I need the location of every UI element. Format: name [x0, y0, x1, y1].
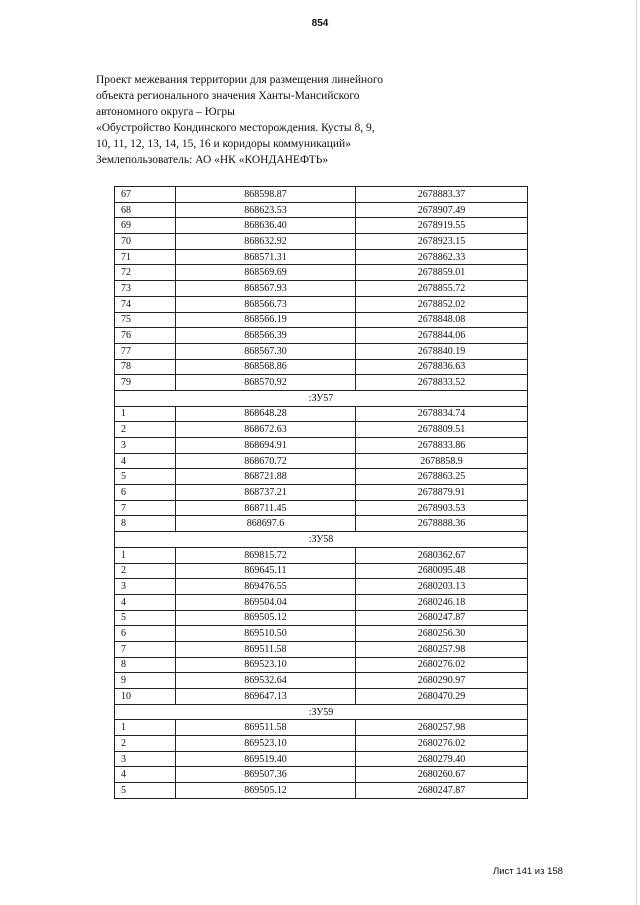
x-coordinate-cell: 869511.58: [176, 720, 356, 736]
y-coordinate-cell: 2680095.48: [356, 563, 528, 579]
table-row: [115, 187, 528, 203]
x-coordinate-cell: 868566.19: [176, 312, 356, 328]
point-number-cell: 7: [115, 641, 176, 657]
x-coordinate-cell: 869647.13: [176, 689, 356, 705]
y-coordinate-cell: 2678855.72: [356, 281, 528, 297]
y-coordinate-cell: 2680279.40: [356, 751, 528, 767]
x-coordinate-cell: 868566.39: [176, 328, 356, 344]
point-number-cell: 67: [115, 187, 176, 203]
y-coordinate-cell: 2678879.91: [356, 485, 528, 501]
coordinates-table-body: [115, 187, 528, 799]
y-coordinate-cell: 2678903.53: [356, 500, 528, 516]
y-coordinate-cell: 2678809.51: [356, 422, 528, 438]
x-coordinate-cell: 869645.11: [176, 563, 356, 579]
x-coordinate-cell: 869511.58: [176, 641, 356, 657]
x-coordinate-cell: 869510.50: [176, 626, 356, 642]
section-label: :ЗУ58: [115, 532, 528, 548]
point-number-cell: 8: [115, 516, 176, 532]
x-coordinate-cell: 868566.73: [176, 296, 356, 312]
point-number-cell: 78: [115, 359, 176, 375]
table-row: [115, 783, 528, 799]
y-coordinate-cell: 2680246.18: [356, 594, 528, 610]
x-coordinate-cell: 868737.21: [176, 485, 356, 501]
x-coordinate-cell: 868697.6: [176, 516, 356, 532]
table-row: [115, 328, 528, 344]
section-header-row: [115, 390, 528, 406]
point-number-cell: 3: [115, 751, 176, 767]
table-row: [115, 265, 528, 281]
point-number-cell: 2: [115, 422, 176, 438]
table-row: [115, 751, 528, 767]
point-number-cell: 77: [115, 343, 176, 359]
sheet-number: Лист 141 из 158: [493, 866, 563, 877]
table-row: [115, 547, 528, 563]
x-coordinate-cell: 869519.40: [176, 751, 356, 767]
y-coordinate-cell: 2680276.02: [356, 736, 528, 752]
y-coordinate-cell: 2678862.33: [356, 249, 528, 265]
table-row: [115, 579, 528, 595]
point-number-cell: 5: [115, 610, 176, 626]
y-coordinate-cell: 2678836.63: [356, 359, 528, 375]
point-number-cell: 7: [115, 500, 176, 516]
point-number-cell: 75: [115, 312, 176, 328]
y-coordinate-cell: 2678840.19: [356, 343, 528, 359]
x-coordinate-cell: 869815.72: [176, 547, 356, 563]
x-coordinate-cell: 868571.31: [176, 249, 356, 265]
x-coordinate-cell: 868598.87: [176, 187, 356, 203]
point-number-cell: 1: [115, 720, 176, 736]
point-number-cell: 2: [115, 563, 176, 579]
header-line: 10, 11, 12, 13, 14, 15, 16 и коридоры коммуникаций»: [96, 138, 351, 150]
x-coordinate-cell: 868711.45: [176, 500, 356, 516]
point-number-cell: 70: [115, 234, 176, 250]
table-row: [115, 594, 528, 610]
y-coordinate-cell: 2680257.98: [356, 720, 528, 736]
point-number-cell: 9: [115, 673, 176, 689]
y-coordinate-cell: 2680290.97: [356, 673, 528, 689]
point-number-cell: 5: [115, 469, 176, 485]
point-number-cell: 8: [115, 657, 176, 673]
y-coordinate-cell: 2680247.87: [356, 783, 528, 799]
table-row: [115, 249, 528, 265]
point-number-cell: 4: [115, 594, 176, 610]
table-row: [115, 438, 528, 454]
point-number-cell: 68: [115, 202, 176, 218]
x-coordinate-cell: 869507.36: [176, 767, 356, 783]
y-coordinate-cell: 2680257.98: [356, 641, 528, 657]
x-coordinate-cell: 869504.04: [176, 594, 356, 610]
x-coordinate-cell: 868636.40: [176, 218, 356, 234]
table-row: [115, 406, 528, 422]
table-row: [115, 281, 528, 297]
y-coordinate-cell: 2678888.36: [356, 516, 528, 532]
y-coordinate-cell: 2680276.02: [356, 657, 528, 673]
y-coordinate-cell: 2680203.13: [356, 579, 528, 595]
y-coordinate-cell: 2678907.49: [356, 202, 528, 218]
header-line: автономного округа – Югры: [96, 106, 235, 118]
x-coordinate-cell: 869505.12: [176, 783, 356, 799]
x-coordinate-cell: 868721.88: [176, 469, 356, 485]
y-coordinate-cell: 2678844.06: [356, 328, 528, 344]
x-coordinate-cell: 868569.69: [176, 265, 356, 281]
y-coordinate-cell: 2678833.52: [356, 375, 528, 391]
table-row: [115, 469, 528, 485]
point-number-cell: 69: [115, 218, 176, 234]
table-row: [115, 202, 528, 218]
point-number-cell: 4: [115, 453, 176, 469]
table-row: [115, 218, 528, 234]
y-coordinate-cell: 2678833.86: [356, 438, 528, 454]
section-header-row: [115, 704, 528, 720]
x-coordinate-cell: 868648.28: [176, 406, 356, 422]
header-line: объекта регионального значения Ханты-Мансийского: [96, 90, 360, 102]
y-coordinate-cell: 2678852.02: [356, 296, 528, 312]
point-number-cell: 79: [115, 375, 176, 391]
x-coordinate-cell: 868567.30: [176, 343, 356, 359]
section-label: :ЗУ57: [115, 390, 528, 406]
table-row: [115, 767, 528, 783]
coordinates-table: [114, 186, 528, 799]
y-coordinate-cell: 2678858.9: [356, 453, 528, 469]
table-row: [115, 312, 528, 328]
x-coordinate-cell: 868568.86: [176, 359, 356, 375]
header-line: Проект межевания территории для размещения линейного: [96, 74, 384, 86]
table-row: [115, 736, 528, 752]
y-coordinate-cell: 2680260.67: [356, 767, 528, 783]
table-row: [115, 234, 528, 250]
point-number-cell: 5: [115, 783, 176, 799]
table-row: [115, 673, 528, 689]
document-header: [96, 72, 476, 168]
x-coordinate-cell: 868632.92: [176, 234, 356, 250]
point-number-cell: 71: [115, 249, 176, 265]
header-line: «Обустройство Кондинского месторождения. Кусты 8, 9,: [96, 122, 375, 134]
x-coordinate-cell: 869505.12: [176, 610, 356, 626]
y-coordinate-cell: 2678863.25: [356, 469, 528, 485]
table-row: [115, 422, 528, 438]
point-number-cell: 3: [115, 438, 176, 454]
table-row: [115, 657, 528, 673]
table-row: [115, 689, 528, 705]
y-coordinate-cell: 2680362.67: [356, 547, 528, 563]
point-number-cell: 76: [115, 328, 176, 344]
y-coordinate-cell: 2678923.15: [356, 234, 528, 250]
section-label: :ЗУ59: [115, 704, 528, 720]
table-row: [115, 296, 528, 312]
point-number-cell: 1: [115, 547, 176, 563]
section-header-row: [115, 532, 528, 548]
x-coordinate-cell: 869523.10: [176, 736, 356, 752]
table-row: [115, 516, 528, 532]
x-coordinate-cell: 868570.92: [176, 375, 356, 391]
y-coordinate-cell: 2680256.30: [356, 626, 528, 642]
x-coordinate-cell: 868623.53: [176, 202, 356, 218]
table-row: [115, 641, 528, 657]
x-coordinate-cell: 868672.63: [176, 422, 356, 438]
point-number-cell: 10: [115, 689, 176, 705]
point-number-cell: 1: [115, 406, 176, 422]
y-coordinate-cell: 2680470.29: [356, 689, 528, 705]
point-number-cell: 74: [115, 296, 176, 312]
y-coordinate-cell: 2678919.55: [356, 218, 528, 234]
point-number-cell: 72: [115, 265, 176, 281]
x-coordinate-cell: 869532.64: [176, 673, 356, 689]
point-number-cell: 2: [115, 736, 176, 752]
table-row: [115, 563, 528, 579]
scan-edge-line: [636, 0, 637, 905]
point-number-cell: 3: [115, 579, 176, 595]
page-number: 854: [311, 18, 329, 29]
point-number-cell: 6: [115, 485, 176, 501]
table-row: [115, 359, 528, 375]
table-row: [115, 720, 528, 736]
header-line: Землепользователь: АО «НК «КОНДАНЕФТЬ»: [96, 154, 329, 166]
y-coordinate-cell: 2678883.37: [356, 187, 528, 203]
table-row: [115, 610, 528, 626]
point-number-cell: 6: [115, 626, 176, 642]
point-number-cell: 73: [115, 281, 176, 297]
table-row: [115, 485, 528, 501]
x-coordinate-cell: 869476.55: [176, 579, 356, 595]
x-coordinate-cell: 868670.72: [176, 453, 356, 469]
y-coordinate-cell: 2678859.01: [356, 265, 528, 281]
table-row: [115, 453, 528, 469]
x-coordinate-cell: 868694.91: [176, 438, 356, 454]
y-coordinate-cell: 2678848.08: [356, 312, 528, 328]
y-coordinate-cell: 2678834.74: [356, 406, 528, 422]
table-row: [115, 375, 528, 391]
point-number-cell: 4: [115, 767, 176, 783]
table-row: [115, 343, 528, 359]
x-coordinate-cell: 868567.93: [176, 281, 356, 297]
table-row: [115, 626, 528, 642]
y-coordinate-cell: 2680247.87: [356, 610, 528, 626]
x-coordinate-cell: 869523.10: [176, 657, 356, 673]
table-row: [115, 500, 528, 516]
